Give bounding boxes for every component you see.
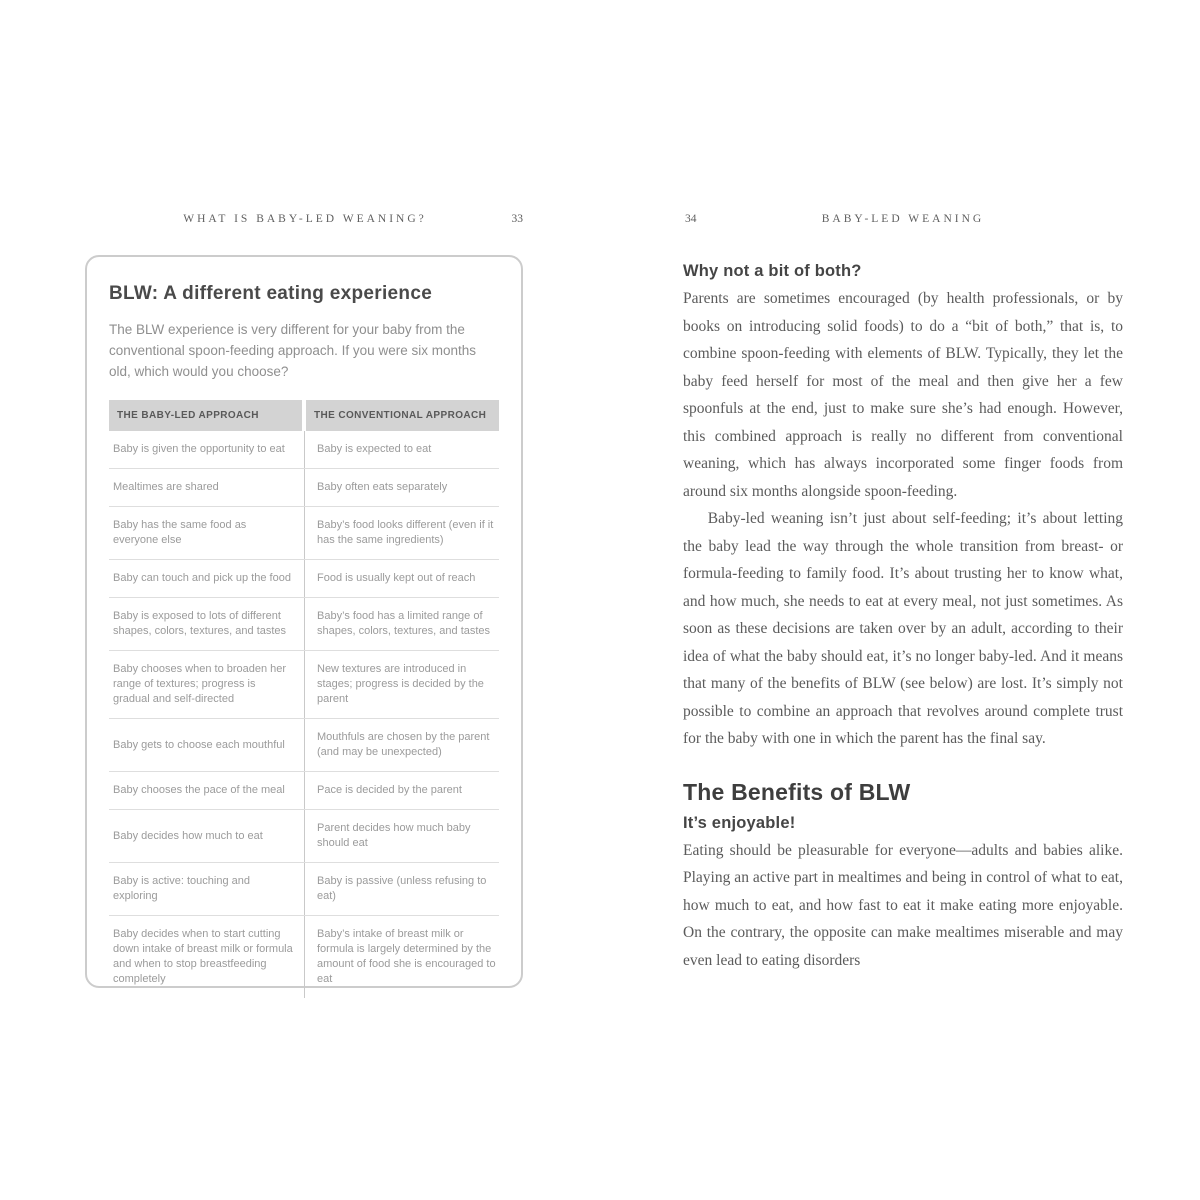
- table-cell: Baby chooses when to broaden her range of textures; progress is gradual and self-directed: [113, 663, 287, 705]
- table-cell: New textures are introduced in stages; progress is decided by the parent: [304, 651, 499, 718]
- table-cell: Baby gets to choose each mouthful: [113, 738, 285, 751]
- table-cell: Mealtimes are shared: [113, 481, 219, 493]
- table-row: [109, 772, 499, 810]
- left-running-head: [85, 213, 525, 233]
- table-cell: Baby chooses the pace of the meal: [113, 784, 285, 796]
- table-cell: Baby’s intake of breast milk or formula is largely determined by the amount of food she is encouraged to eat: [304, 916, 499, 998]
- section-heading-benefits: The Benefits of BLW: [683, 778, 911, 805]
- table-cell: Pace is decided by the parent: [304, 772, 499, 809]
- table-row: [109, 598, 499, 651]
- right-running-head-title: BABY-LED WEANING: [821, 213, 985, 225]
- paragraph: Baby-led weaning isn’t just about self-feeding; it’s about letting the baby lead the way through the whole transition from breast- or formula-feeding to family food. It’s about trusting her to know what, and how much, she needs to eat at every meal, not just sometimes. As soon as these decisions are taken over by an adult, according to their idea of what the baby should eat, it’s no longer baby-led. And it means that many of the benefits of BLW (see below) are lost. It’s simply not possible to combine an approach that revolves around complete trust for the baby with one in which the parent has the final say.: [683, 510, 1123, 747]
- left-page-number: 33: [511, 213, 523, 225]
- table-cell: Baby is expected to eat: [304, 431, 499, 468]
- table-cell: Baby can touch and pick up the food: [113, 572, 291, 584]
- table-cell: Baby has the same food as everyone else: [113, 519, 247, 546]
- table-row: [109, 431, 499, 469]
- blw-comparison-card: [85, 255, 523, 988]
- table-row: [109, 810, 499, 863]
- right-running-head: [683, 213, 1123, 233]
- card-title: BLW: A different eating experience: [109, 283, 433, 304]
- table-row: [109, 560, 499, 598]
- paragraph: Eating should be pleasurable for everyone—adults and babies alike. Playing an active part in mealtimes and being in control of what to eat, how much to eat, and how fast to eat it make eating more enjoyable. On the contrary, the opposite can make mealtimes miserable and may even lead to eating disorders: [683, 841, 1123, 969]
- table-row: [109, 916, 499, 998]
- table-cell: Baby is passive (unless refusing to eat): [304, 863, 499, 915]
- subsection-heading-enjoyable: It’s enjoyable!: [683, 813, 796, 832]
- section-heading-why-not-both: Why not a bit of both?: [683, 262, 862, 280]
- table-cell: Food is usually kept out of reach: [304, 560, 499, 597]
- table-cell: Baby is given the opportunity to eat: [113, 443, 285, 455]
- card-intro: The BLW experience is very different for your baby from the conventional spoon-feeding approach. If you were six months old, which would you choose?: [109, 322, 476, 379]
- table-header-row: [109, 400, 499, 431]
- table-cell: Parent decides how much baby should eat: [304, 810, 499, 862]
- table-cell: Baby often eats separately: [304, 469, 499, 506]
- table-cell: Baby decides how much to eat: [113, 829, 263, 842]
- table-row: [109, 469, 499, 507]
- table-cell: Mouthfuls are chosen by the parent (and may be unexpected): [304, 719, 499, 771]
- table-cell: Baby’s food looks different (even if it has the same ingredients): [304, 507, 499, 559]
- paragraph: Parents are sometimes encouraged (by health professionals, or by books on introducing solid foods) to do a “bit of both,” that is, to combine spoon-feeding with elements of BLW. Typically, they let the baby feed herself for most of the meal and then give her a few spoonfuls at the end, just to make sure she’s had enough. However, this combined approach is really no different from conventional weaning, which has always incorporated some finger foods from around six months alongside spoon-feeding.: [683, 290, 1123, 500]
- table-row: [109, 651, 499, 719]
- table-header-baby-led: THE BABY-LED APPROACH: [109, 400, 302, 431]
- table-cell: Baby is active: touching and exploring: [113, 875, 250, 902]
- table-row: [109, 863, 499, 916]
- right-page-text: [683, 262, 1123, 974]
- comparison-table: [109, 400, 499, 998]
- table-cell: Baby’s food has a limited range of shapes, colors, textures, and tastes: [304, 598, 499, 650]
- right-page-number: 34: [685, 213, 697, 225]
- table-header-conventional: THE CONVENTIONAL APPROACH: [306, 400, 499, 431]
- left-running-head-title: WHAT IS BABY-LED WEANING?: [183, 213, 427, 225]
- table-cell: Baby is exposed to lots of different shapes, colors, textures, and tastes: [113, 610, 287, 637]
- table-row: [109, 507, 499, 560]
- table-row: [109, 719, 499, 772]
- table-cell: Baby decides when to start cutting down intake of breast milk or formula and when to stop breastfeeding completely: [113, 928, 293, 985]
